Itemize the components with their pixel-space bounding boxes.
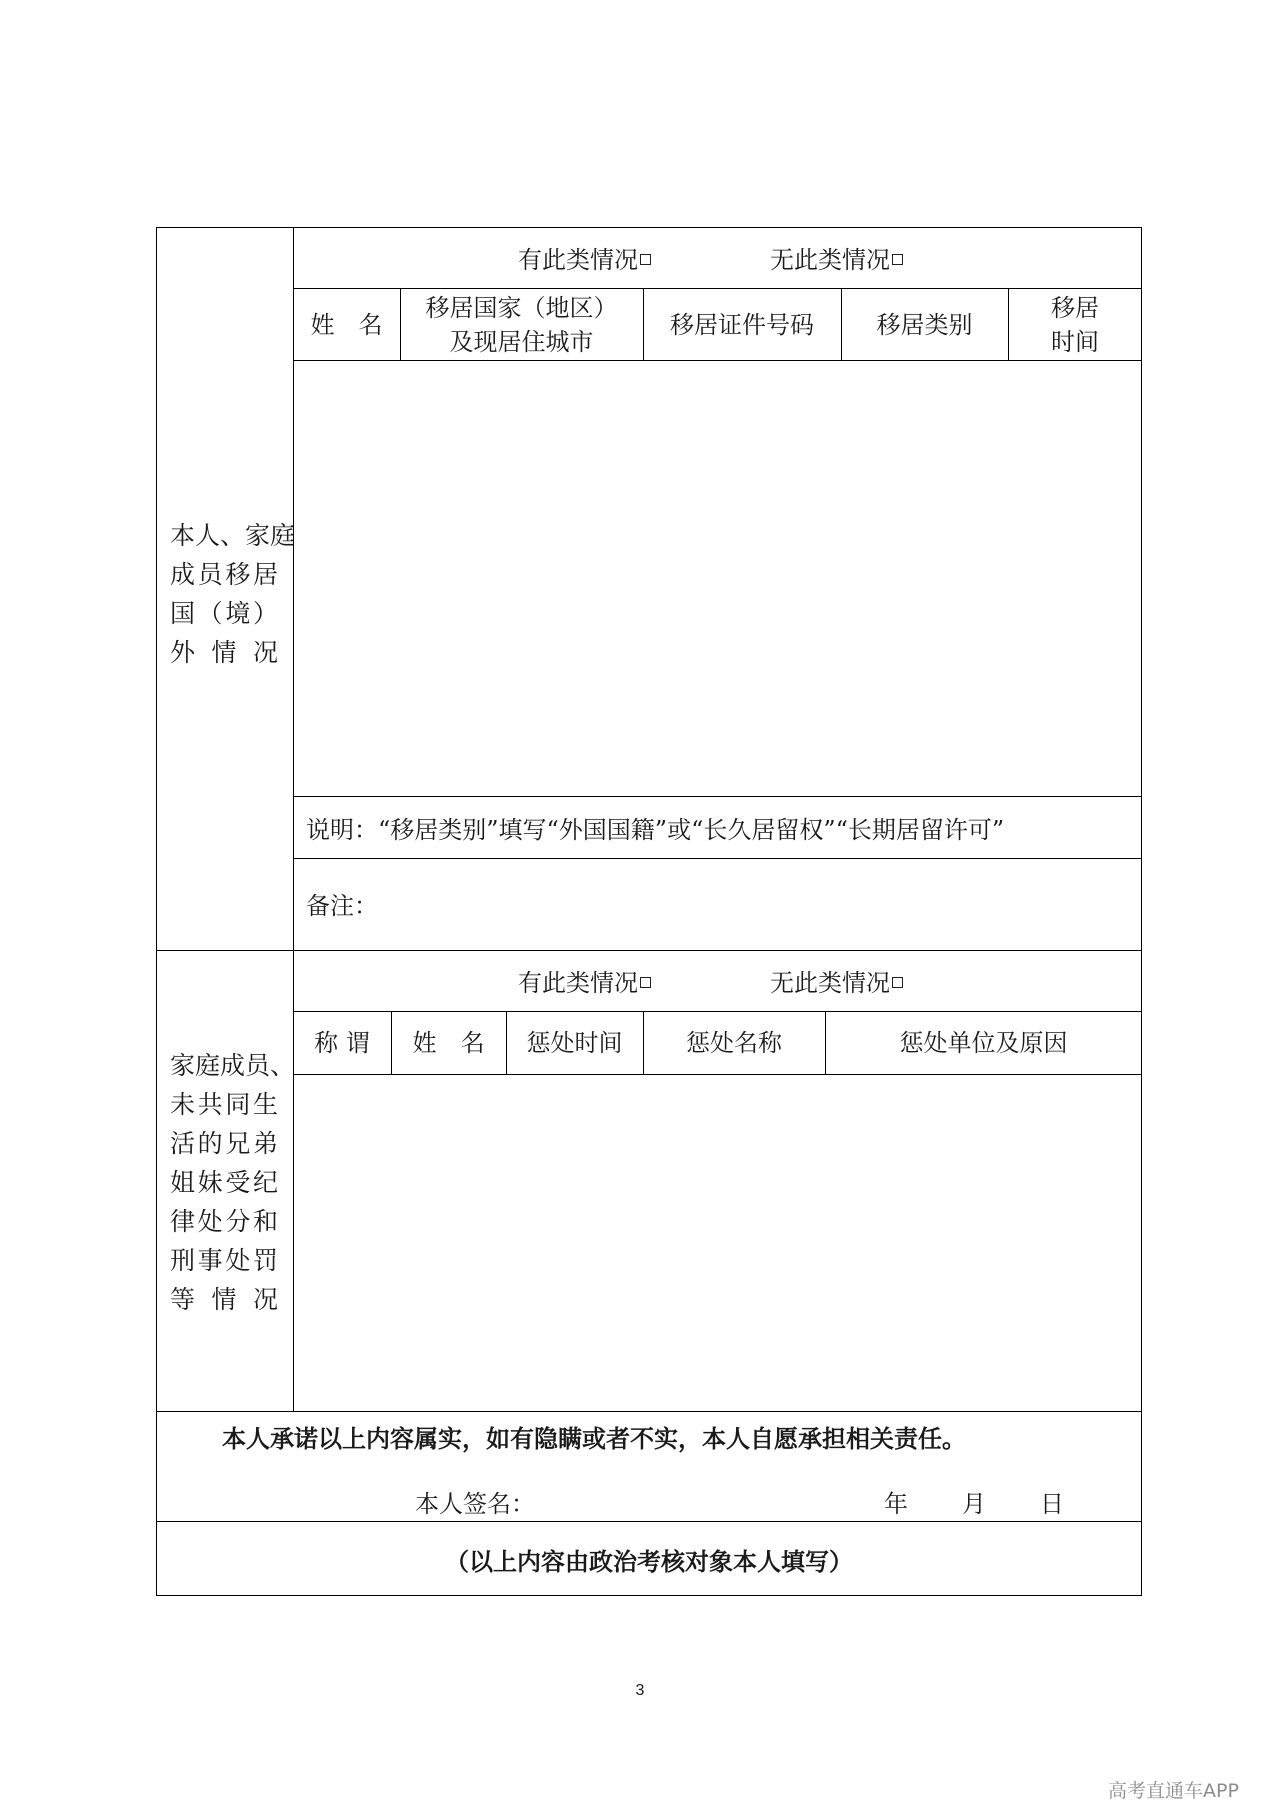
date-year: 年 bbox=[884, 1490, 908, 1518]
s2-header-penalty-unit: 惩处单位及原因 bbox=[899, 1029, 1068, 1057]
date-day: 日 bbox=[1040, 1490, 1064, 1518]
s2-header-row-bottom bbox=[293, 1074, 1142, 1075]
s2-header-name: 姓 名 bbox=[412, 1029, 485, 1057]
pledge-bottom bbox=[156, 1521, 1142, 1522]
watermark: 高考直通车APP bbox=[1108, 1780, 1239, 1802]
s1-header-country-line1: 移居国家（地区） bbox=[425, 294, 618, 322]
s1-label-line: 国（境） bbox=[170, 599, 278, 628]
s1-label-line: 成员移居 bbox=[170, 560, 278, 589]
s1-option-yes-label: 有此类情况 bbox=[518, 246, 638, 274]
s2-label-line: 家庭成员、 bbox=[170, 1051, 296, 1080]
s2-option-yes bbox=[518, 968, 651, 998]
s1-header-name: 姓 名 bbox=[310, 311, 383, 339]
section-separator bbox=[156, 950, 1142, 951]
s2-label-line: 律处分和 bbox=[170, 1207, 278, 1236]
s2-option-yes-label: 有此类情况 bbox=[518, 969, 638, 997]
s1-label-line: 本人、家庭 bbox=[170, 521, 296, 550]
s1-row-label bbox=[170, 516, 296, 672]
s1-remark: 备注： bbox=[306, 892, 378, 920]
s2-label-line: 未共同生 bbox=[170, 1090, 278, 1119]
s1-header-time-line1: 移居 bbox=[1051, 294, 1099, 322]
s2-label-line: 姐妹受纪 bbox=[170, 1168, 278, 1197]
s1-option-no-label: 无此类情况 bbox=[770, 246, 890, 274]
s1-header-country-line2: 及现居住城市 bbox=[449, 328, 594, 356]
s1-note: 说明：“移居类别”填写“外国国籍”或“长久居留权”“长期居留许可” bbox=[306, 816, 1005, 844]
s2-label-line: 等情况 bbox=[170, 1285, 278, 1314]
page-number: 3 bbox=[635, 1682, 645, 1699]
s2-option-no-label: 无此类情况 bbox=[770, 969, 890, 997]
label-column-divider bbox=[293, 227, 294, 1412]
s2-label-line: 活的兄弟 bbox=[170, 1129, 278, 1158]
form-table bbox=[156, 227, 1142, 1596]
s1-data-area-bottom bbox=[293, 796, 1142, 797]
s2-option-row-bottom bbox=[293, 1011, 1142, 1012]
s2-row-label bbox=[170, 1046, 296, 1319]
s2-label-line: 刑事处罚 bbox=[170, 1246, 278, 1275]
s1-yes-checkbox[interactable] bbox=[640, 254, 651, 265]
s2-header-penalty-name: 惩处名称 bbox=[686, 1029, 782, 1057]
pledge-statement: 本人承诺以上内容属实，如有隐瞒或者不实，本人自愿承担相关责任。 bbox=[222, 1424, 966, 1453]
s1-header-doc-number: 移居证件号码 bbox=[670, 311, 814, 339]
s2-option-no bbox=[770, 968, 903, 998]
s2-yes-checkbox[interactable] bbox=[640, 977, 651, 988]
s2-bottom bbox=[156, 1411, 1142, 1412]
signature-label: 本人签名： bbox=[415, 1490, 535, 1518]
s2-no-checkbox[interactable] bbox=[892, 977, 903, 988]
s1-header-type: 移居类别 bbox=[876, 311, 973, 339]
footer-note: （以上内容由政治考核对象本人填写） bbox=[445, 1547, 853, 1576]
s1-no-checkbox[interactable] bbox=[892, 254, 903, 265]
s1-note-row-bottom bbox=[293, 858, 1142, 859]
s1-option-no bbox=[770, 245, 903, 275]
s2-header-relation: 称 谓 bbox=[314, 1029, 370, 1057]
s1-header-row-bottom bbox=[293, 360, 1142, 361]
s1-header-time-line2: 时间 bbox=[1051, 328, 1099, 356]
s1-label-line: 外情况 bbox=[170, 638, 278, 667]
s2-header-penalty-time: 惩处时间 bbox=[526, 1029, 623, 1057]
s1-option-row-bottom bbox=[293, 288, 1142, 289]
date-month: 月 bbox=[962, 1490, 986, 1518]
s1-option-yes bbox=[518, 245, 651, 275]
